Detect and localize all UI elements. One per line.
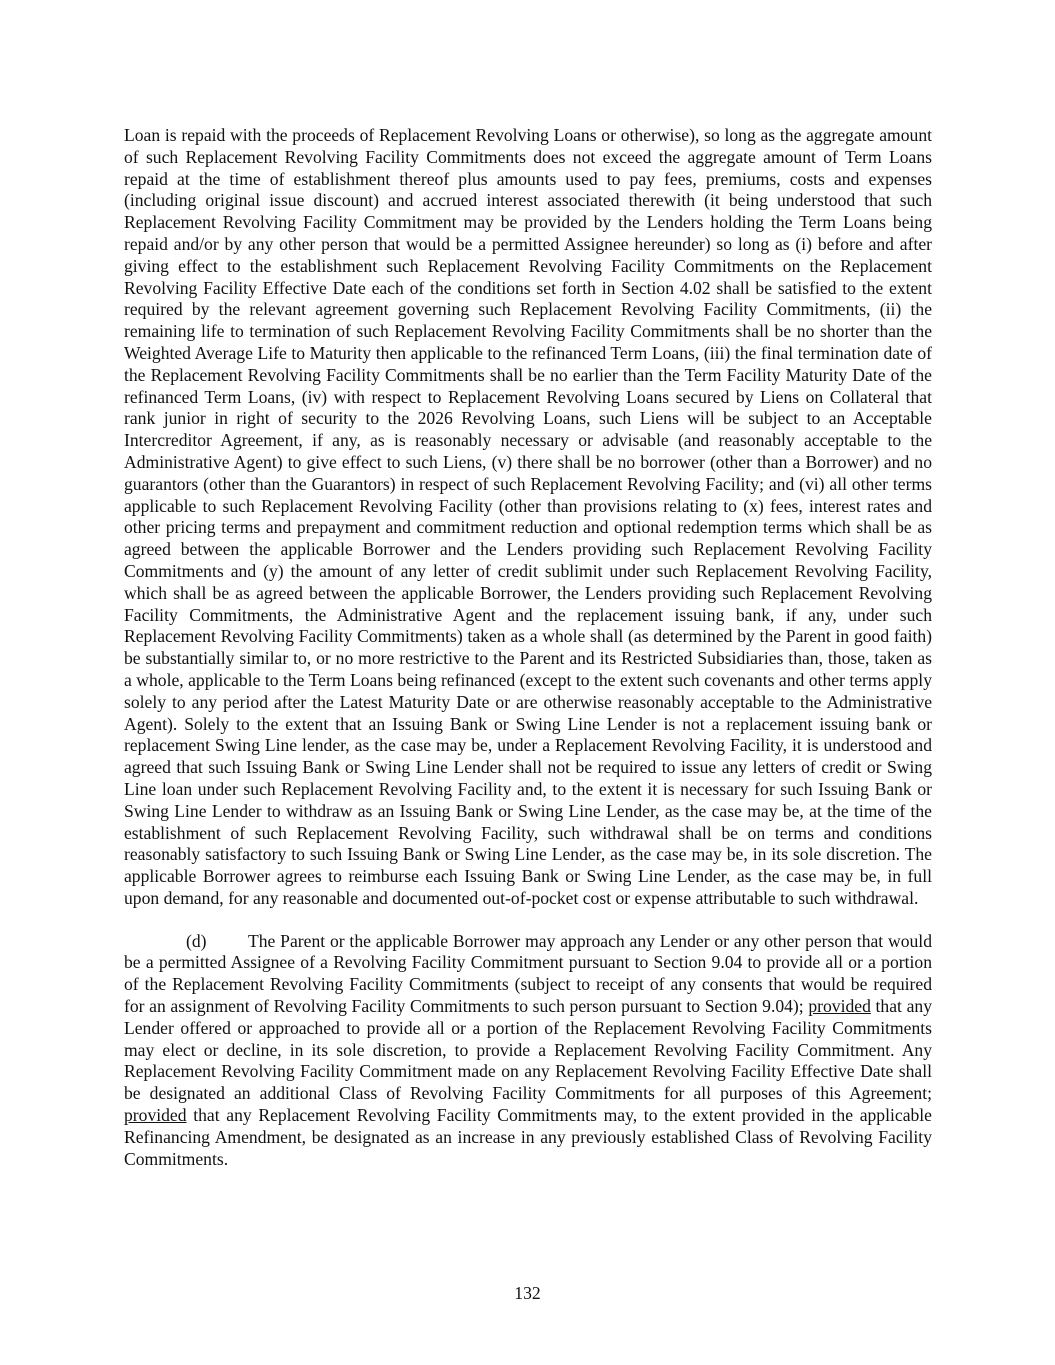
provided-term-1: provided [808, 996, 871, 1017]
section-d-text-3: that any Replacement Revolving Facility Commitments may, to the extent provided in the applicable Refinancing Amendment, be designated as an increase in any previously established Class of Revolving Facility Commitments. [124, 1105, 932, 1169]
paragraph-spacer [124, 910, 932, 931]
provided-term-2: provided [124, 1105, 187, 1126]
section-d-text-2: that any Lender offered or approached to provide all or a portion of the Replacement Revolving Facility Commitments may elect or decline, in its sole discretion, to provide a Replacement Revolving Facility Commitment. Any Replacement Revolving Facility Commitment made on any Replacement Revolving Facility Effective Date shall be designated an additional Class of Revolving Facility Commitments for all purposes of this Agreement; [124, 996, 932, 1104]
continuation-paragraph: Loan is repaid with the proceeds of Replacement Revolving Loans or otherwise), so long as the aggregate amount of such Replacement Revolving Facility Commitments does not exceed the aggregate amount of Term Loans repaid at the time of establishment thereof plus amounts used to pay fees, premiums, costs and expenses (including original issue discount) and accrued interest associated therewith (it being understood that such Replacement Revolving Facility Commitment may be provided by the Lenders holding the Term Loans being repaid and/or by any other person that would be a permitted Assignee hereunder) so long as (i) before and after giving effect to the establishment such Replacement Revolving Facility Commitments on the Replacement Revolving Facility Effective Date each of the conditions set forth in Section 4.02 shall be satisfied to the extent required by the relevant agreement governing such Replacement Revolving Facility Commitments, (ii) the remaining life to termination of such Replacement Revolving Facility Commitments shall be no shorter than the Weighted Average Life to Maturity then applicable to the refinanced Term Loans, (iii) the final termination date of the Replacement Revolving Facility Commitments shall be no earlier than the Term Facility Maturity Date of the refinanced Term Loans, (iv) with respect to Replacement Revolving Loans secured by Liens on Collateral that rank junior in right of security to the 2026 Revolving Loans, such Liens will be subject to an Acceptable Intercreditor Agreement, if any, as is reasonably necessary or advisable (and reasonably acceptable to the Administrative Agent) to give effect to such Liens, (v) there shall be no borrower (other than a Borrower) and no guarantors (other than the Guarantors) in respect of such Replacement Revolving Facility; and (vi) all other terms applicable to such Replacement Revolving Facility (other than provisions relating to (x) fees, interest rates and other pricing terms and prepayment and commitment reduction and optional redemption terms which shall be as agreed between the applicable Borrower and the Lenders providing such Replacement Revolving Facility Commitments and (y) the amount of any letter of credit sublimit under such Replacement Revolving Facility, which shall be as agreed between the applicable Borrower, the Lenders providing such Replacement Revolving Facility Commitments, the Administrative Agent and the replacement issuing bank, if any, under such Replacement Revolving Facility Commitments) taken as a whole shall (as determined by the Parent in good faith) be substantially similar to, or no more restrictive to the Parent and its Restricted Subsidiaries than, those, taken as a whole, applicable to the Term Loans being refinanced (except to the extent such covenants and other terms apply solely to any period after the Latest Maturity Date or are otherwise reasonably acceptable to the Administrative Agent). Solely to the extent that an Issuing Bank or Swing Line Lender is not a replacement issuing bank or replacement Swing Line lender, as the case may be, under a Replacement Revolving Facility, it is understood and agreed that such Issuing Bank or Swing Line Lender shall not be required to issue any letters of credit or Swing Line loan under such Replacement Revolving Facility and, to the extent it is necessary for such Issuing Bank or Swing Line Lender to withdraw as an Issuing Bank or Swing Line Lender, as the case may be, at the time of the establishment of such Replacement Revolving Facility, such withdrawal shall be on terms and conditions reasonably satisfactory to such Issuing Bank or Swing Line Lender, as the case may be, in its sole discretion. The applicable Borrower agrees to reimburse each Issuing Bank or Swing Line Lender, as the case may be, in full upon demand, for any reasonable and documented out-of-pocket cost or expense attributable to such withdrawal. [124, 125, 932, 908]
page-number: 132 [514, 1283, 541, 1303]
document-page [124, 125, 932, 1170]
section-d-paragraph [124, 931, 932, 1171]
section-d-text-1: The Parent or the applicable Borrower may approach any Lender or any other person that would be a permitted Assignee of a Revolving Facility Commitment pursuant to Section 9.04 to provide all or a portion of the Replacement Revolving Facility Commitments (subject to receipt of any consents that would be required for an assignment of Revolving Facility Commitments to such person pursuant to Section 9.04); [124, 930, 932, 1017]
section-d-label: (d) [186, 930, 207, 951]
